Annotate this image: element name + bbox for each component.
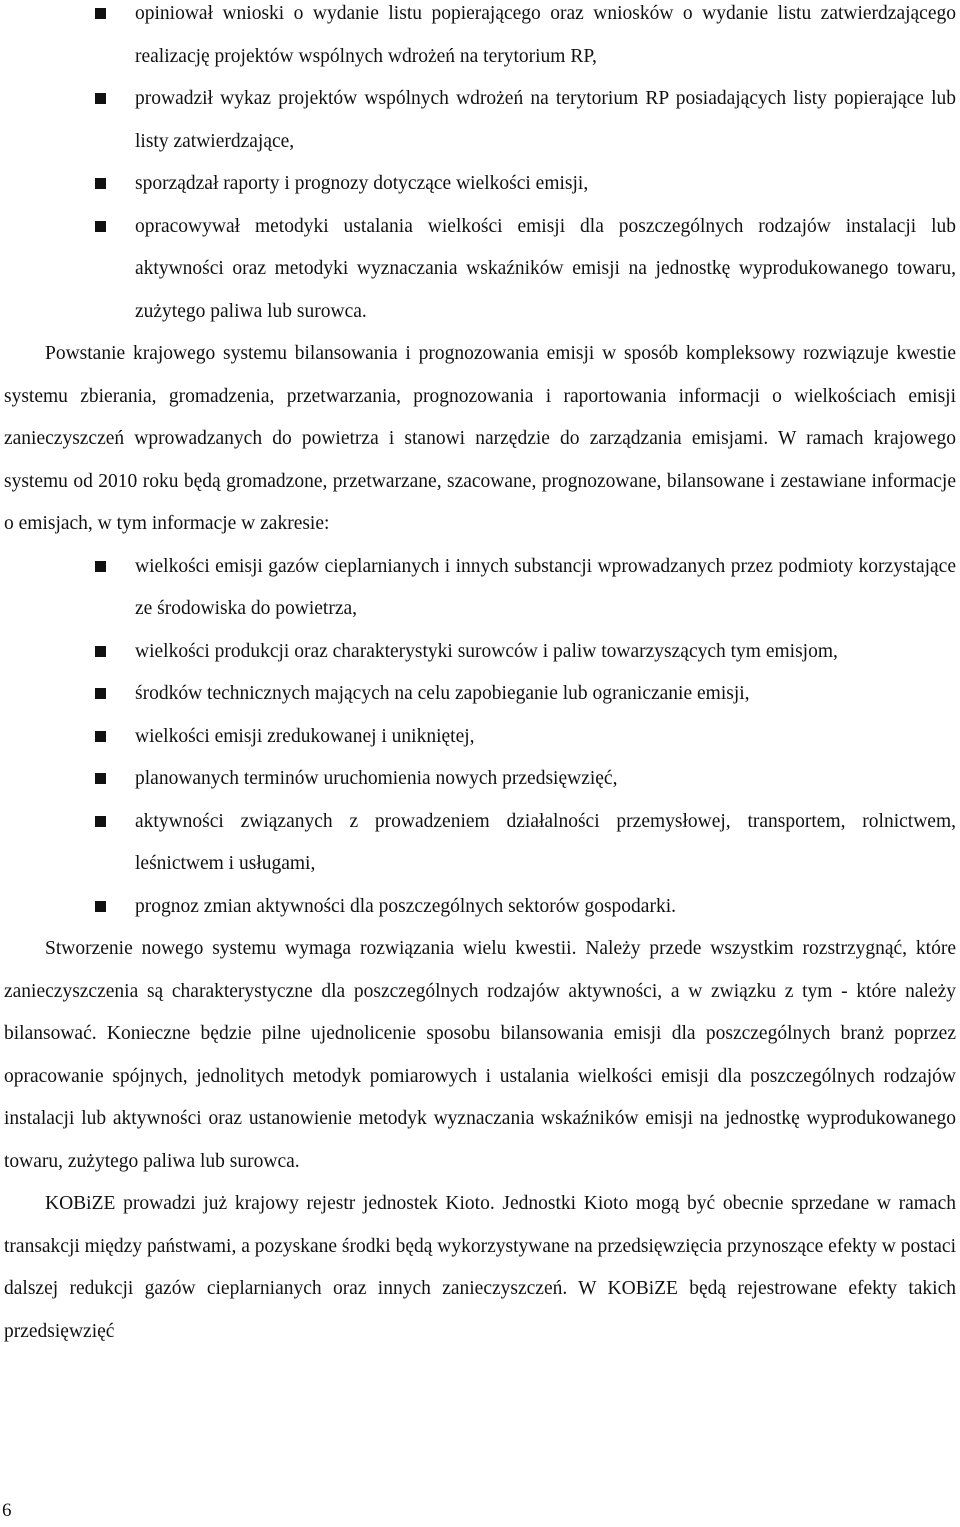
square-bullet-icon	[95, 731, 106, 742]
square-bullet-icon	[95, 178, 106, 189]
paragraph-new-system: Stworzenie nowego systemu wymaga rozwiązania wielu kwestii. Należy przede wszystkim rozstrzygnąć, które zanieczyszczenia są charakterystyczne dla poszczególnych rodzajów aktywności, a w związku z tym - które należy bilansować. Konieczne będzie pilne ujednolicenie sposobu bilansowania emisji dla poszczególnych branż poprzez opracowanie spójnych, jednolitych metodyk pomiarowych i ustalania wielkości emisji dla poszczególnych rodzajów instalacji lub aktywności oraz ustanowienie metodyk wyznaczania wskaźników emisji na jednostkę wyprodukowanego towaru, zużytego paliwa lub surowca.	[4, 938, 956, 1172]
square-bullet-icon	[95, 93, 106, 104]
square-bullet-icon	[95, 8, 106, 19]
list-item: środków technicznych mających na celu zapobieganie lub ograniczanie emisji,	[4, 673, 956, 716]
list-item: wielkości emisji zredukowanej i unikniętej,	[4, 716, 956, 759]
list-item: prognoz zmian aktywności dla poszczególnych sektorów gospodarki.	[4, 886, 956, 929]
square-bullet-icon	[95, 646, 106, 657]
square-bullet-icon	[95, 688, 106, 699]
list-item: opracowywał metodyki ustalania wielkości emisji dla poszczególnych rodzajów instalacji lub aktywności oraz metodyki wyznaczania wskaźników emisji na jednostkę wyprodukowanego towaru, zużytego paliwa lub surowca.	[4, 206, 956, 334]
paragraph-system: Powstanie krajowego systemu bilansowania i prognozowania emisji w sposób kompleksowy rozwiązuje kwestie systemu zbierania, gromadzenia, przetwarzania, prognozowania i raportowania informacji o wielkościach emisji zanieczyszczeń wprowadzanych do powietrza i stanowi narzędzie do zarządzania emisjami. W ramach krajowego systemu od 2010 roku będą gromadzone, przetwarzane, szacowane, prognozowane, bilansowane i zestawiane informacje o emisjach, w tym informacje w zakresie:	[4, 343, 956, 534]
square-bullet-icon	[95, 561, 106, 572]
list-item: aktywności związanych z prowadzeniem działalności przemysłowej, transportem, rolnictwem, leśnictwem i usługami,	[4, 801, 956, 886]
page-number: 6	[2, 1500, 12, 1521]
document-page	[4, 0, 956, 1353]
square-bullet-icon	[95, 221, 106, 232]
list-item: wielkości produkcji oraz charakterystyki surowców i paliw towarzyszących tym emisjom,	[4, 631, 956, 674]
list-item: sporządzał raporty i prognozy dotyczące wielkości emisji,	[4, 163, 956, 206]
bullet-list-duties	[4, 0, 956, 333]
list-item: opiniował wnioski o wydanie listu popierającego oraz wniosków o wydanie listu zatwierdzającego realizację projektów wspólnych wdrożeń na terytorium RP,	[4, 0, 956, 78]
paragraph-kobize: KOBiZE prowadzi już krajowy rejestr jednostek Kioto. Jednostki Kioto mogą być obecnie sprzedane w ramach transakcji między państwami, a pozyskane środki będą wykorzystywane na przedsięwzięcia przynoszące efekty w postaci dalszej redukcji gazów cieplarnianych oraz innych zanieczyszczeń. W KOBiZE będą rejestrowane efekty takich przedsięwzięć	[4, 1193, 956, 1342]
list-item: wielkości emisji gazów cieplarnianych i innych substancji wprowadzanych przez podmioty korzystające ze środowiska do powietrza,	[4, 546, 956, 631]
square-bullet-icon	[95, 773, 106, 784]
square-bullet-icon	[95, 901, 106, 912]
list-item: prowadził wykaz projektów wspólnych wdrożeń na terytorium RP posiadających listy popierające lub listy zatwierdzające,	[4, 78, 956, 163]
list-item: planowanych terminów uruchomienia nowych przedsięwzięć,	[4, 758, 956, 801]
bullet-list-scope	[4, 546, 956, 929]
square-bullet-icon	[95, 816, 106, 827]
